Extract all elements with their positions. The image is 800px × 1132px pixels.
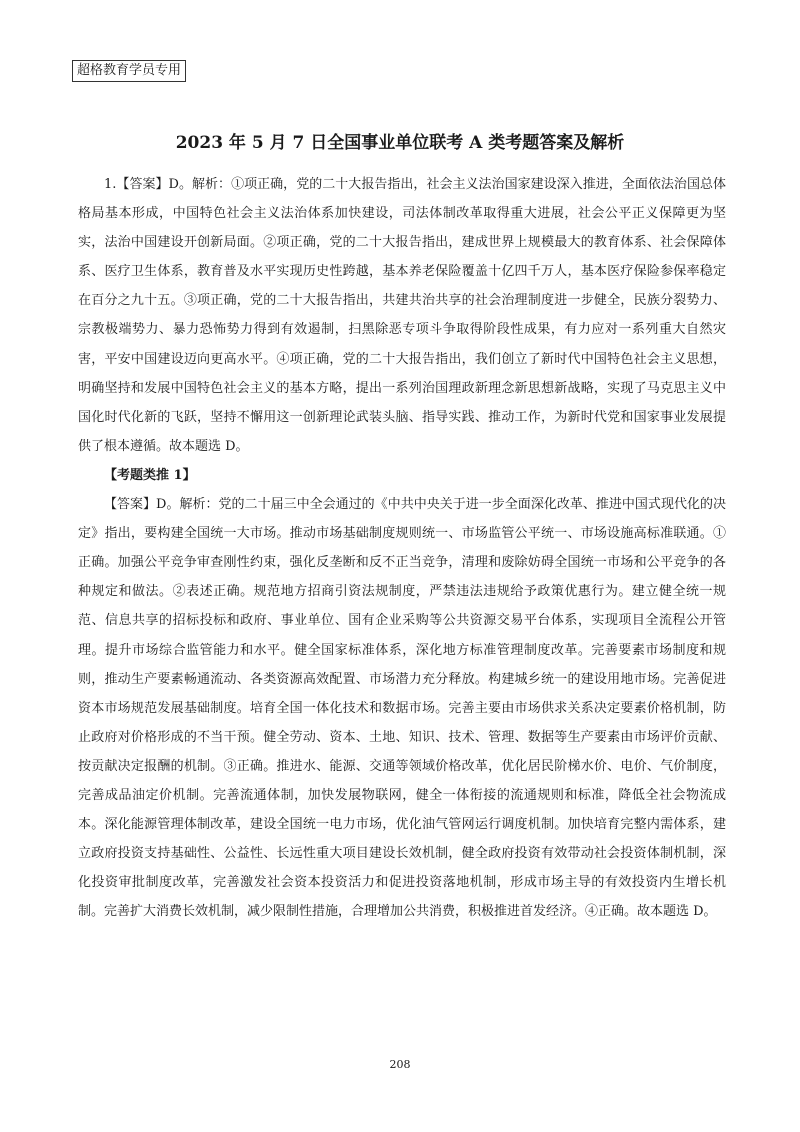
document-body bbox=[78, 170, 726, 926]
page-title: 2023 年 5 月 7 日全国事业单位联考 A 类考题答案及解析 bbox=[175, 133, 625, 153]
header-tag: 超格教育学员专用 bbox=[72, 60, 186, 82]
answer-paragraph-1: 1.【答案】D。解析：①项正确，党的二十大报告指出，社会主义法治国家建设深入推进，全面依法治国总体格局基本形成，中国特色社会主义法治体系加快建设，司法体制改革取得重大进展，社会公平正义保障更为坚实，法治中国建设开创新局面。②项正确，党的二十大报告指出，建成世界上规模最大的教育体系、社会保障体系、医疗卫生体系，教育普及水平实现历史性跨越，基本养老保险覆盖十亿四千万人，基本医疗保险参保率稳定在百分之九十五。③项正确，党的二十大报告指出，共建共治共享的社会治理制度进一步健全，民族分裂势力、宗教极端势力、暴力恐怖势力得到有效遏制，扫黑除恶专项斗争取得阶段性成果，有力应对一系列重大自然灾害，平安中国建设迈向更高水平。④项正确，党的二十大报告指出，我们创立了新时代中国特色社会主义思想，明确坚持和发展中国特色社会主义的基本方略，提出一系列治国理政新理念新思想新战略，实现了马克思主义中国化时代化新的飞跃，坚持不懈用这一创新理论武装头脑、指导实践、推动工作，为新时代党和国家事业发展提供了根本遵循。故本题选 D。 bbox=[78, 177, 726, 454]
page-number: 208 bbox=[389, 1058, 411, 1071]
section-heading: 【考题类推 1】 bbox=[104, 467, 196, 483]
answer-paragraph-2: 【答案】D。解析：党的二十届三中全会通过的《中共中央关于进一步全面深化改革、推进中国式现代化的决定》指出，要构建全国统一大市场。推动市场基础制度规则统一、市场监管公平统一、市场设施高标准联通。①正确。加强公平竞争审查刚性约束，强化反垄断和反不正当竞争，清理和废除妨碍全国统一市场和公平竞争的各种规定和做法。②表述正确。规范地方招商引资法规制度，严禁违法违规给予政策优惠行为。建立健全统一规范、信息共享的招标投标和政府、事业单位、国有企业采购等公共资源交易平台体系，实现项目全流程公开管理。提升市场综合监管能力和水平。健全国家标准体系，深化地方标准管理制度改革。完善要素市场制度和规则，推动生产要素畅通流动、各类资源高效配置、市场潜力充分释放。构建城乡统一的建设用地市场。完善促进资本市场规范发展基础制度。培育全国一体化技术和数据市场。完善主要由市场供求关系决定要素价格机制，防止政府对价格形成的不当干预。健全劳动、资本、土地、知识、技术、管理、数据等生产要素由市场评价贡献、按贡献决定报酬的机制。③正确。推进水、能源、交通等领域价格改革，优化居民阶梯水价、电价、气价制度，完善成品油定价机制。完善流通体制，加快发展物联网，健全一体衔接的流通规则和标准，降低全社会物流成本。深化能源管理体制改革，建设全国统一电力市场，优化油气管网运行调度机制。加快培育完整内需体系，建立政府投资支持基础性、公益性、长远性重大项目建设长效机制，健全政府投资有效带动社会投资体制机制，深化投资审批制度改革，完善激发社会资本投资活力和促进投资落地机制，形成市场主导的有效投资内生增长机制。完善扩大消费长效机制，减少限制性措施，合理增加公共消费，积极推进首发经济。④正确。故本题选 D。 bbox=[78, 497, 726, 920]
